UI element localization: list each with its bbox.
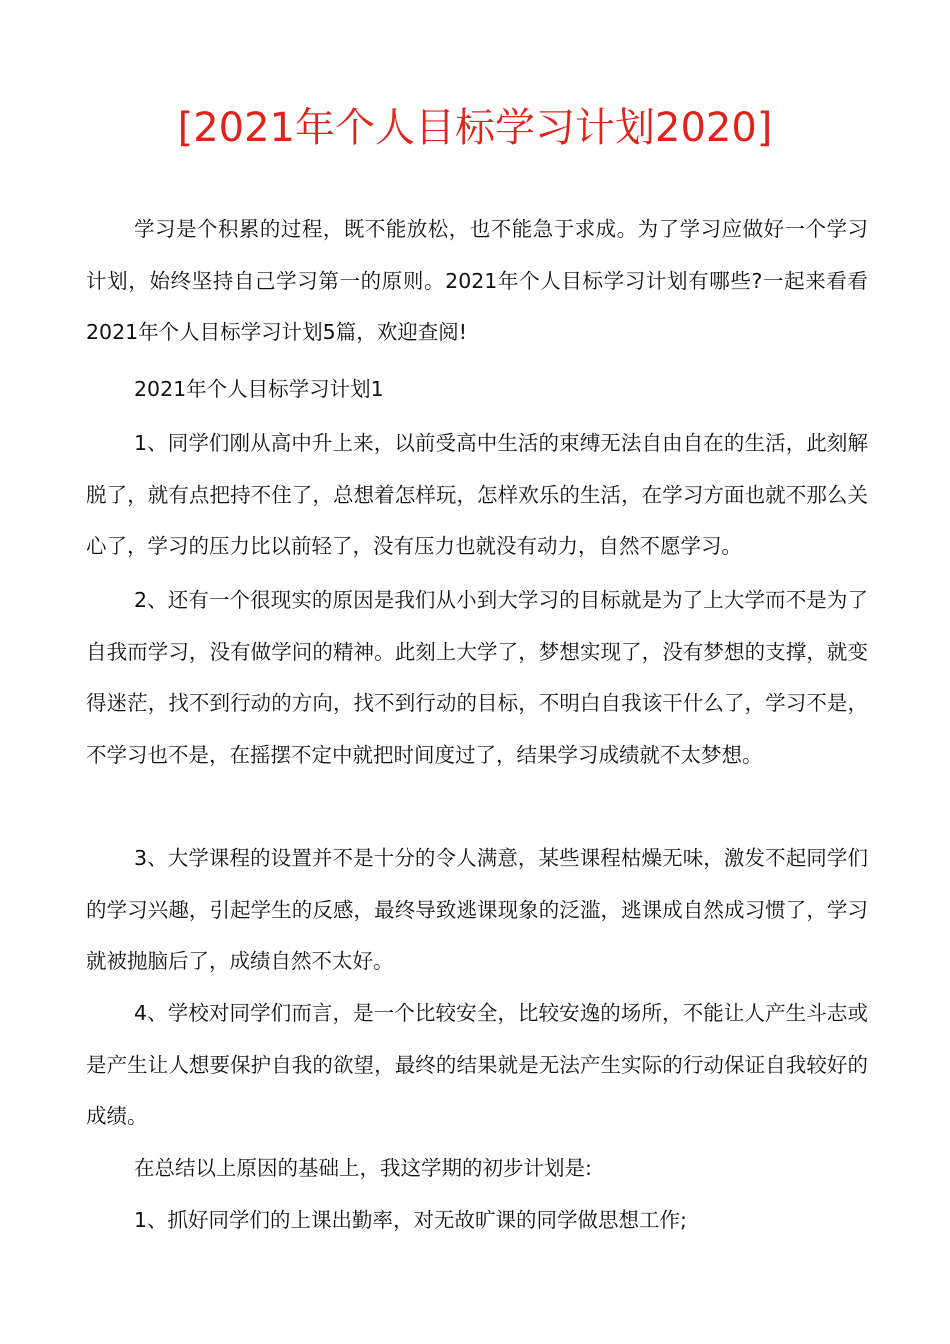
intro-paragraph: 学习是个积累的过程，既不能放松，也不能急于求成。为了学习应做好一个学习计划，始终坚持自己学习第一的原则。2021年个人目标学习计划有哪些?一起来看看2021年个人目标学习计划5篇，欢迎查阅! xyxy=(86,217,868,344)
paragraph-reason-4: 4、学校对同学们而言，是一个比较安全，比较安逸的场所，不能让人产生斗志或是产生让人想要保护自我的欲望，最终的结果就是无法产生实际的行动保证自我较好的成绩。 xyxy=(86,1001,868,1128)
paragraph-reason-1: 1、同学们刚从高中升上来，以前受高中生活的束缚无法自由自在的生活，此刻解脱了，就有点把持不住了，总想着怎样玩，怎样欢乐的生活，在学习方面也就不那么关心了，学习的压力比以前轻了，没有压力也就没有动力，自然不愿学习。 xyxy=(86,431,868,558)
paragraph-plan-item-1: 1、抓好同学们的上课出勤率，对无故旷课的同学做思想工作; xyxy=(134,1208,687,1232)
document-title: [2021年个人目标学习计划2020] xyxy=(177,105,773,151)
paragraph-plan-intro: 在总结以上原因的基础上，我这学期的初步计划是: xyxy=(134,1156,592,1180)
paragraph-reason-2: 2、还有一个很现实的原因是我们从小到大学习的目标就是为了上大学而不是为了自我而学习，没有做学问的精神。此刻上大学了，梦想实现了，没有梦想的支撑，就变得迷茫，找不到行动的方向，找不到行动的目标，不明白自我该干什么了，学习不是，不学习也不是，在摇摆不定中就把时间度过了，结果学习成绩就不太梦想。 xyxy=(86,588,868,767)
paragraph-reason-3: 3、大学课程的设置并不是十分的令人满意，某些课程枯燥无味，激发不起同学们的学习兴趣，引起学生的反感，最终导致逃课现象的泛滥，逃课成自然成习惯了，学习就被抛脑后了，成绩自然不太好。 xyxy=(86,846,868,973)
section-heading-plan-1: 2021年个人目标学习计划1 xyxy=(134,377,384,401)
